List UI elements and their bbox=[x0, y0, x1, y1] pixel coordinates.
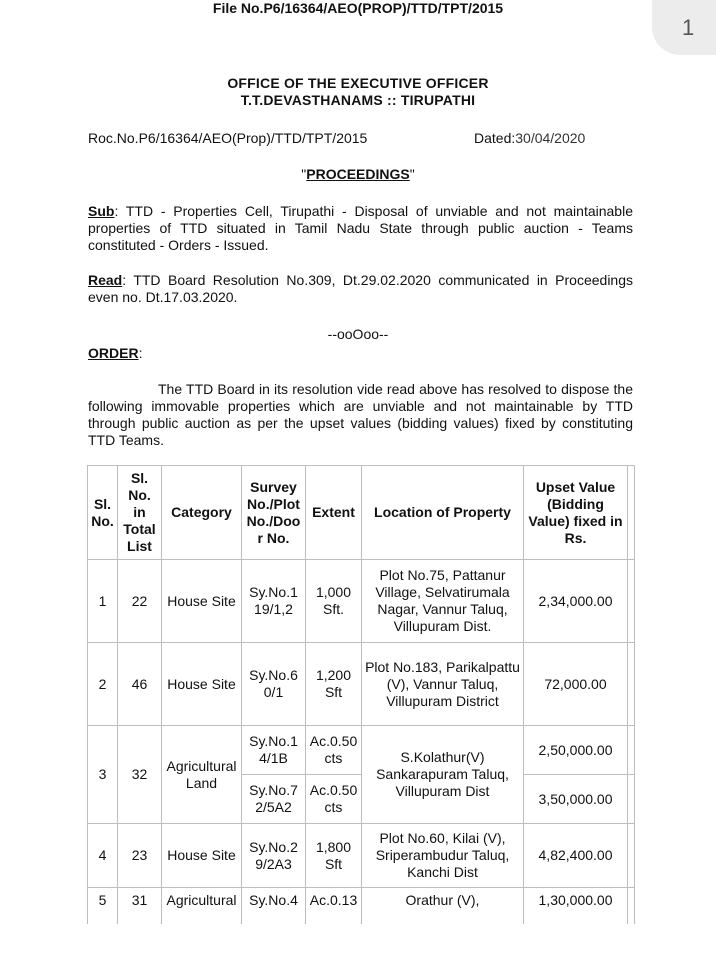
cell-value: 3,50,000.00 bbox=[524, 775, 628, 824]
margin-cell bbox=[628, 560, 635, 643]
cell-value: 2,50,000.00 bbox=[524, 726, 628, 775]
cell-value: 1,30,000.00 bbox=[524, 888, 628, 928]
header-sl-total: Sl. No. in Total List bbox=[118, 466, 162, 560]
cell-extent: 1,200 Sft bbox=[306, 643, 362, 726]
read-paragraph bbox=[88, 272, 633, 306]
cell-survey: Sy.No.6 0/1 bbox=[242, 643, 306, 726]
header-location: Location of Property bbox=[362, 466, 524, 560]
header-category: Category bbox=[162, 466, 242, 560]
cell-sl: 2 bbox=[88, 643, 118, 726]
order-heading: ORDER: bbox=[88, 345, 143, 361]
cell-sl: 5 bbox=[88, 888, 118, 928]
page-bottom-blank bbox=[0, 924, 716, 976]
header-upset-value: Upset Value (Bidding Value) fixed in Rs. bbox=[524, 466, 628, 560]
margin-cell bbox=[628, 643, 635, 726]
cell-total: 46 bbox=[118, 643, 162, 726]
read-text: : TTD Board Resolution No.309, Dt.29.02.2020 communicated in Proceedings even no. Dt.17.03.2020. bbox=[88, 272, 633, 305]
roc-number: Roc.No.P6/16364/AEO(Prop)/TTD/TPT/2015 bbox=[88, 130, 368, 146]
cell-value: 72,000.00 bbox=[524, 643, 628, 726]
subject-label: Sub bbox=[88, 203, 115, 219]
cell-total: 23 bbox=[118, 824, 162, 888]
margin-cell bbox=[628, 775, 635, 824]
margin-cell bbox=[628, 888, 635, 928]
cell-value: 4,82,400.00 bbox=[524, 824, 628, 888]
separator: --ooOoo-- bbox=[327, 326, 389, 342]
header-extent: Extent bbox=[306, 466, 362, 560]
cell-sl: 3 bbox=[88, 726, 118, 824]
read-label: Read bbox=[88, 272, 123, 288]
cell-survey: Sy.No.4 bbox=[242, 888, 306, 928]
cell-category: House Site bbox=[162, 560, 242, 643]
cell-location: S.Kolathur(V) Sankarapuram Taluq, Villupuram Dist bbox=[362, 726, 524, 824]
margin-cell bbox=[628, 726, 635, 775]
cell-sl: 4 bbox=[88, 824, 118, 888]
cell-category: House Site bbox=[162, 824, 242, 888]
cell-value: 2,34,000.00 bbox=[524, 560, 628, 643]
subject-paragraph bbox=[88, 203, 633, 254]
table-header-row bbox=[88, 466, 635, 560]
cell-category: Agricultural bbox=[162, 888, 242, 928]
header-sl: Sl. No. bbox=[88, 466, 118, 560]
cell-total: 32 bbox=[118, 726, 162, 824]
cell-location: Plot No.60, Kilai (V), Sriperambudur Taluq, Kanchi Dist bbox=[362, 824, 524, 888]
order-label: ORDER bbox=[88, 345, 139, 361]
cell-location: Plot No.183, Parikalpattu (V), Vannur Taluq, Villupuram District bbox=[362, 643, 524, 726]
office-heading bbox=[0, 75, 716, 109]
file-number: File No.P6/16364/AEO(PROP)/TTD/TPT/2015 bbox=[212, 0, 504, 16]
cell-category: Agricultural Land bbox=[162, 726, 242, 824]
order-paragraph: The TTD Board in its resolution vide read above has resolved to dispose the following immovable properties which are unviable and not maintainable by TTD through public auction as per the upset values (bidding values) fixed by constituting TTD Teams. bbox=[88, 381, 633, 448]
office-line-2: T.T.DEVASTHANAMS :: TIRUPATHI bbox=[240, 92, 476, 108]
page-number-badge bbox=[652, 0, 716, 55]
dated-value: 30/04/2020 bbox=[515, 130, 586, 146]
proceedings-title: "PROCEEDINGS" bbox=[301, 166, 415, 182]
cell-survey: Sy.No.7 2/5A2 bbox=[242, 775, 306, 824]
page-number: 1 bbox=[682, 15, 695, 40]
table-row bbox=[88, 560, 635, 643]
cell-survey: Sy.No.1 19/1,2 bbox=[242, 560, 306, 643]
margin-cell bbox=[628, 824, 635, 888]
proceedings-label: PROCEEDINGS bbox=[306, 166, 410, 182]
office-line-1: OFFICE OF THE EXECUTIVE OFFICER bbox=[227, 75, 489, 91]
margin-cell bbox=[628, 466, 635, 560]
dated bbox=[474, 130, 585, 146]
properties-table bbox=[87, 465, 635, 928]
cell-location: Plot No.75, Pattanur Village, Selvatirumala Nagar, Vannur Taluq, Villupuram Dist. bbox=[362, 560, 524, 643]
cell-extent: 1,000 Sft. bbox=[306, 560, 362, 643]
cell-survey: Sy.No.2 9/2A3 bbox=[242, 824, 306, 888]
cell-survey: Sy.No.1 4/1B bbox=[242, 726, 306, 775]
cell-category: House Site bbox=[162, 643, 242, 726]
dated-label: Dated: bbox=[474, 130, 516, 146]
table-row bbox=[88, 726, 635, 775]
cell-location: Orathur (V), bbox=[362, 888, 524, 928]
cell-extent: Ac.0.50 cts bbox=[306, 775, 362, 824]
table-row bbox=[88, 824, 635, 888]
cell-extent: 1,800 Sft bbox=[306, 824, 362, 888]
cell-total: 31 bbox=[118, 888, 162, 928]
header-survey: Survey No./Plot No./Doo r No. bbox=[242, 466, 306, 560]
cell-total: 22 bbox=[118, 560, 162, 643]
subject-text: : TTD - Properties Cell, Tirupathi - Disposal of unviable and not maintainable properties of TTD situated in Tamil Nadu State through public auction - Teams constituted - Orders - Issued. bbox=[88, 203, 633, 253]
cell-sl: 1 bbox=[88, 560, 118, 643]
cell-extent: Ac.0.50 cts bbox=[306, 726, 362, 775]
table-row bbox=[88, 643, 635, 726]
table-row bbox=[88, 888, 635, 928]
cell-extent: Ac.0.13 bbox=[306, 888, 362, 928]
